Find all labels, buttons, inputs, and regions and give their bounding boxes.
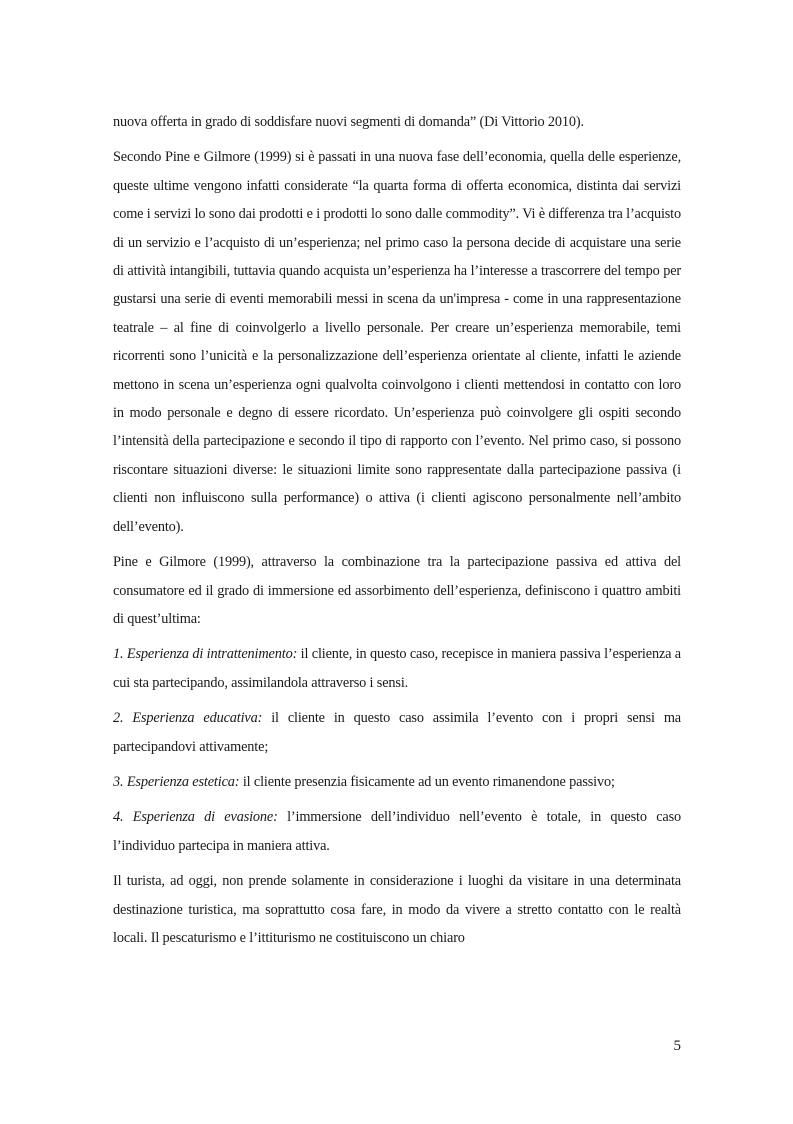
paragraph-continuation: nuova offerta in grado di soddisfare nuovi segmenti di domanda” (Di Vittorio 2010). <box>113 114 584 130</box>
paragraph-tourist: Il turista, ad oggi, non prende solamente in considerazione i luoghi da visitare in una determinata destinazione turistica, ma soprattutto cosa fare, in modo da vivere a stretto contatto con le realtà locali. Il pescaturismo e l’ittiturismo ne costituiscono un chiaro <box>113 873 681 946</box>
list-term: 4. Esperienza di evasione: <box>113 809 278 826</box>
list-item-escapist <box>113 803 681 860</box>
paragraph-four-realms-intro: Pine e Gilmore (1999), attraverso la combinazione tra la partecipazione passiva ed attiva del consumatore ed il grado di immersione ed assorbimento dell’esperienza, definiscono i quattro ambiti di quest’ultima: <box>113 554 681 627</box>
paragraph-pine-gilmore: Secondo Pine e Gilmore (1999) si è passati in una nuova fase dell’economia, quella delle esperienze, queste ultime vengono infatti considerate “la quarta forma di offerta economica, distinta dai servizi come i servizi lo sono dai prodotti e i prodotti lo sono dalle commodity”. Vi è differenza tra l’acquisto di un servizio e l’acquisto di un’esperienza; nel primo caso la persona decide di acquistare una serie di attività intangibili, tuttavia quando acquista un’esperienza ha l’interesse a trascorrere del tempo per gustarsi una serie di eventi memorabili messi in scena da un'impresa - come in una rappresentazione teatrale – al fine di coinvolgerlo a livello personale. Per creare un’esperienza memorabile, temi ricorrenti sono l’unicità e la personalizzazione dell’esperienza orientate al cliente, infatti le aziende mettono in scena un’esperienza ogni qualvolta coinvolgono i clienti mettendosi in contatto con loro in modo personale e degno di essere ricordato. Un’esperienza può coinvolgere gli ospiti secondo l’intensità della partecipazione e secondo il tipo di rapporto con l’evento. Nel primo caso, si possono riscontare situazioni diverse: le situazioni limite sono rappresentate dalla partecipazione passiva (i clienti non influiscono sulla performance) o attiva (i clienti agiscono personalmente nell’ambito dell’evento). <box>113 149 681 535</box>
page-number: 5 <box>673 1038 681 1054</box>
list-item-educational <box>113 704 681 761</box>
document-body <box>113 108 681 952</box>
list-term: 1. Esperienza di intrattenimento: <box>113 646 298 663</box>
list-text: il cliente in questo caso assimila l’evento con i propri sensi ma partecipandovi attivamente; <box>113 710 681 755</box>
list-text: il cliente, in questo caso, recepisce in maniera passiva l’esperienza a cui sta partecipando, assimilandola attraverso i sensi. <box>113 646 681 691</box>
list-text: l’immersione dell’individuo nell’evento è totale, in questo caso l’individuo partecipa in maniera attiva. <box>113 809 681 854</box>
list-item-entertainment <box>113 640 681 697</box>
list-item-esthetic <box>113 768 681 796</box>
list-text: il cliente presenzia fisicamente ad un evento rimanendone passivo; <box>239 773 615 790</box>
list-term: 3. Esperienza estetica: <box>113 773 240 790</box>
list-term: 2. Esperienza educativa: <box>113 710 263 727</box>
